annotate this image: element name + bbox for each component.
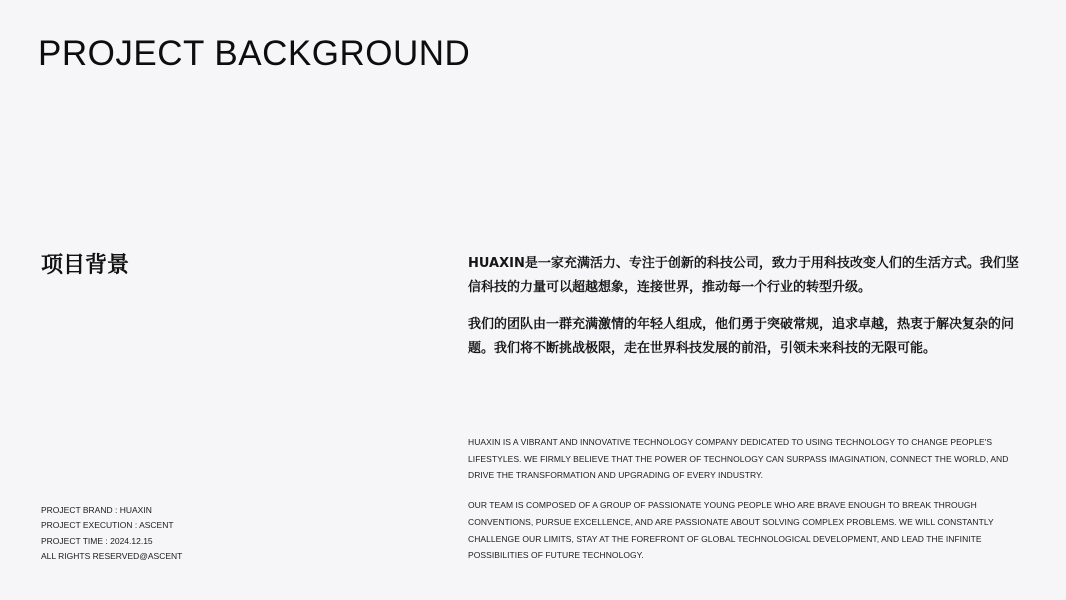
page-title: PROJECT BACKGROUND [38, 34, 471, 73]
english-paragraph-1: HUAXIN IS A VIBRANT AND INNOVATIVE TECHNOLOGY COMPANY DEDICATED TO USING TECHNOLOGY TO CHANGE PEOPLE'S LIFESTYLES. WE FIRMLY BELIEVE THAT THE POWER OF TECHNOLOGY CAN SURPASS IMAGINATION, CONNECT THE WORLD, AND DRIVE THE TRANSFORMATION AND UPGRADING OF EVERY INDUSTRY. [468, 437, 1009, 481]
english-paragraph-2: OUR TEAM IS COMPOSED OF A GROUP OF PASSIONATE YOUNG PEOPLE WHO ARE BRAVE ENOUGH TO BREAK THROUGH CONVENTIONS, PURSUE EXCELLENCE, AND ARE PASSIONATE ABOUT SOLVING COMPLEX PROBLEMS. WE WILL CONSTANTLY CHALLENGE OUR LIMITS, STAY AT THE FOREFRONT OF GLOBAL TECHNOLOGICAL DEVELOPMENT, AND LEAD THE INFINITE POSSIBILITIES OF FUTURE TECHNOLOGY. [468, 500, 994, 561]
project-info [41, 503, 182, 564]
chinese-paragraph-1: HUAXIN是一家充满活力、专注于创新的科技公司，致力于用科技改变人们的生活方式。我们坚信科技的力量可以超越想象，连接世界，推动每一个行业的转型升级。 [468, 256, 1019, 295]
project-execution: PROJECT EXECUTION : ASCENT [41, 520, 174, 531]
english-description [468, 434, 1030, 577]
chinese-paragraph-2: 我们的团队由一群充满激情的年轻人组成，他们勇于突破常规，追求卓越，热衷于解决复杂的问题。我们将不断挑战极限，走在世界科技发展的前沿，引领未来科技的无限可能。 [468, 317, 1015, 356]
project-time: PROJECT TIME : 2024.12.15 [41, 535, 153, 546]
rights-reserved: ALL RIGHTS RESERVED@ASCENT [41, 550, 183, 561]
project-brand: PROJECT BRAND : HUAXIN [41, 505, 152, 515]
chinese-section-heading: 项目背景 [41, 253, 130, 278]
chinese-description [468, 252, 1028, 374]
